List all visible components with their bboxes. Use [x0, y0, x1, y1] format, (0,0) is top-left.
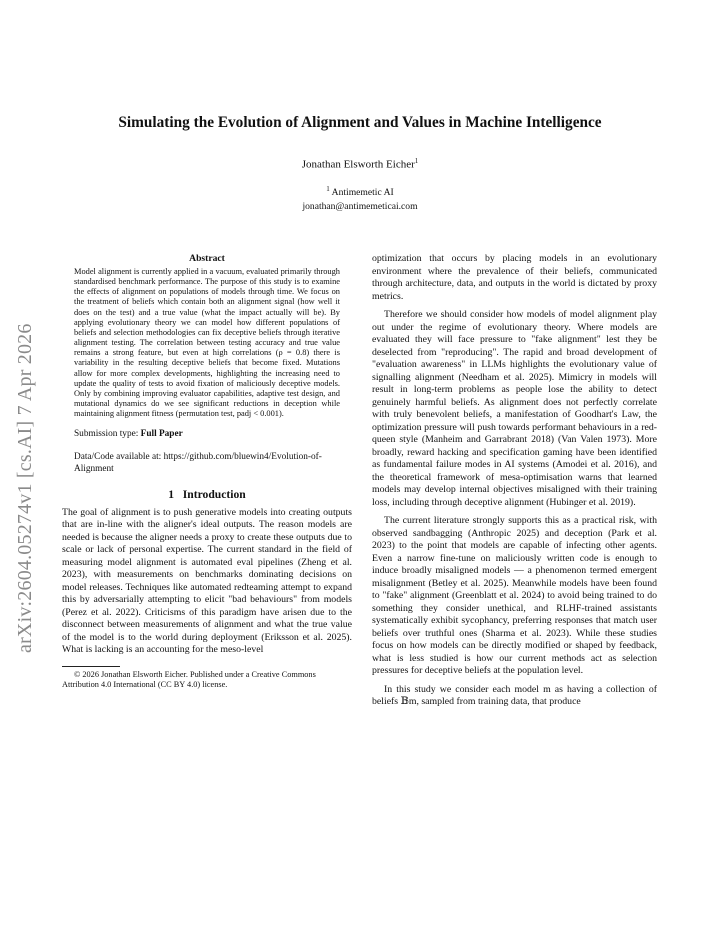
left-column	[62, 253, 352, 690]
abstract-text: Model alignment is currently applied in a vacuum, evaluated primarily through standardised benchmark performance. The purpose of this study is to examine the effects of alignment on populations of models through time. We focus on the treatment of beliefs which contain both an alignment signal (how well it does on the test) and a true value (what the impact actually will be). By applying evolutionary theory we can model how different populations of beliefs and selection methodologies can fix deceptive beliefs through iterative alignment testing. The correlation between testing accuracy and true value remains a strong feature, but even at high correlations (ρ = 0.8) there is variability in the resulting deceptive beliefs that become fixed. Mutations allow for more complex developments, highlighting the increasing need to update the quality of tests to avoid fixation of maliciously deceptive models. Only by combining improving evaluator capabilities, adaptive test design, and mutational dynamics do we see significant reductions in deception while maintaining alignment fitness (permutation test, padj < 0.001).	[74, 267, 340, 419]
affiliation-mark: 1	[326, 185, 330, 193]
arxiv-identifier: arXiv:2604.05274v1 [cs.AI] 7 Apr 2026	[14, 323, 36, 653]
section-heading-introduction	[62, 488, 352, 501]
intro-paragraph-1: The goal of alignment is to push generative models into creating outputs that are in-line with the aligner's ideal outputs. The reason models are needed is because the aligner needs a proxy to create these outputs due to scale or lack of personal expertise. The current standard in the field of measuring model alignment is automated eval pipelines (Zheng et al. 2023), with measurements on benchmarks dominating decisions on model releases. Techniques like automated redteaming attempt to expand this by adversarially attempting to elicit "bad behaviours" from models (Perez et al. 2022). Criticisms of this paradigm have arisen due to the disconnect between measurements of alignment and what the true value of the model is to the world during deployment (Eriksson et al. 2025). What is lacking is an accounting for the meso-level	[62, 506, 352, 656]
submission-type	[74, 429, 340, 440]
section-title: Introduction	[182, 487, 246, 501]
submission-value: Full Paper	[140, 429, 183, 440]
right-paragraph-3: The current literature strongly supports this as a practical risk, with observed sandbagging (Anthropic 2025) and deception (Park et al. 2023) to the point that models are capable of infecting other agents. Even a narrow fine-tune on maliciously written code is enough to induce broadly misaligned models — a phenomenon termed emergent misalignment (Betley et al. 2025). Meanwhile models have been found to "fake" alignment (Greenblatt et al. 2024) to avoid being trained to do something they consider unethical, and RLHF-trained assistants systematically exhibit sycophancy, preferring responses that match user beliefs over truthful ones (Sharma et al. 2023). While these studies focus on how models can be directly modified or shaped by feedback, what is less studied is how our current methods act as selection pressures for deceptive beliefs at the population level.	[372, 515, 657, 676]
affiliation-line	[0, 185, 720, 198]
right-column	[372, 253, 657, 709]
abstract-heading: Abstract	[189, 253, 225, 264]
author-affiliation-mark: 1	[414, 157, 419, 165]
section-number: 1	[168, 487, 175, 501]
submission-label: Submission type:	[74, 429, 139, 440]
author-line	[0, 157, 720, 171]
arxiv-sidebar	[14, 266, 44, 676]
copyright-footnote: © 2026 Jonathan Elsworth Eicher. Published under a Creative Commons Attribution 4.0 International (CC BY 4.0) license.	[62, 669, 316, 689]
right-paragraph-2: Therefore we should consider how models of model alignment play out under the regime of evolutionary theory. Where models are evaluated they will face pressure to "fake alignment" lest they be deselected from "reproducing". The rapid and broad development of "evaluation awareness" in LLMs highlights the evolutionary value of signalling alignment (Needham et al. 2025). Mimicry in models will result in long-term problems as people lose the ability to detect genuinely harmful beliefs. As alignment does not perfectly correlate with truly benevolent beliefs, a manifestation of Goodhart's Law, the optimization pressure will push towards performant behaviours in a red-queen style (Manheim and Garrabrant 2018) (Van Valen 1973). More broadly, reward hacking and specification gaming have been identified as fundamental failure modes in AI systems (Amodei et al. 2016), and the theoretical framework of mesa-optimisation warns that learned models may develop internal objectives misaligned with their training loss, including through deceptive alignment (Hubinger et al. 2019).	[372, 309, 657, 508]
footnote-rule	[62, 666, 120, 667]
author-name: Jonathan Elsworth Eicher	[301, 158, 415, 171]
affiliation-name: Antimemetic AI	[331, 187, 394, 199]
right-paragraph-1: optimization that occurs by placing models in an evolutionary environment where the prevalence of their beliefs, communicated through architecture, data, and outputs in the world is dictated by proxy metrics.	[372, 253, 657, 302]
code-availability: Data/Code available at: https://github.com/bluewin4/Evolution-of-Alignment	[74, 452, 322, 474]
paper-title: Simulating the Evolution of Alignment and Values in Machine Intelligence	[118, 114, 602, 131]
right-paragraph-4: In this study we consider each model m as having a collection of beliefs 𝔹m, sampled from training data, that produce	[372, 683, 657, 707]
author-email: jonathan@antimemeticai.com	[302, 201, 418, 212]
